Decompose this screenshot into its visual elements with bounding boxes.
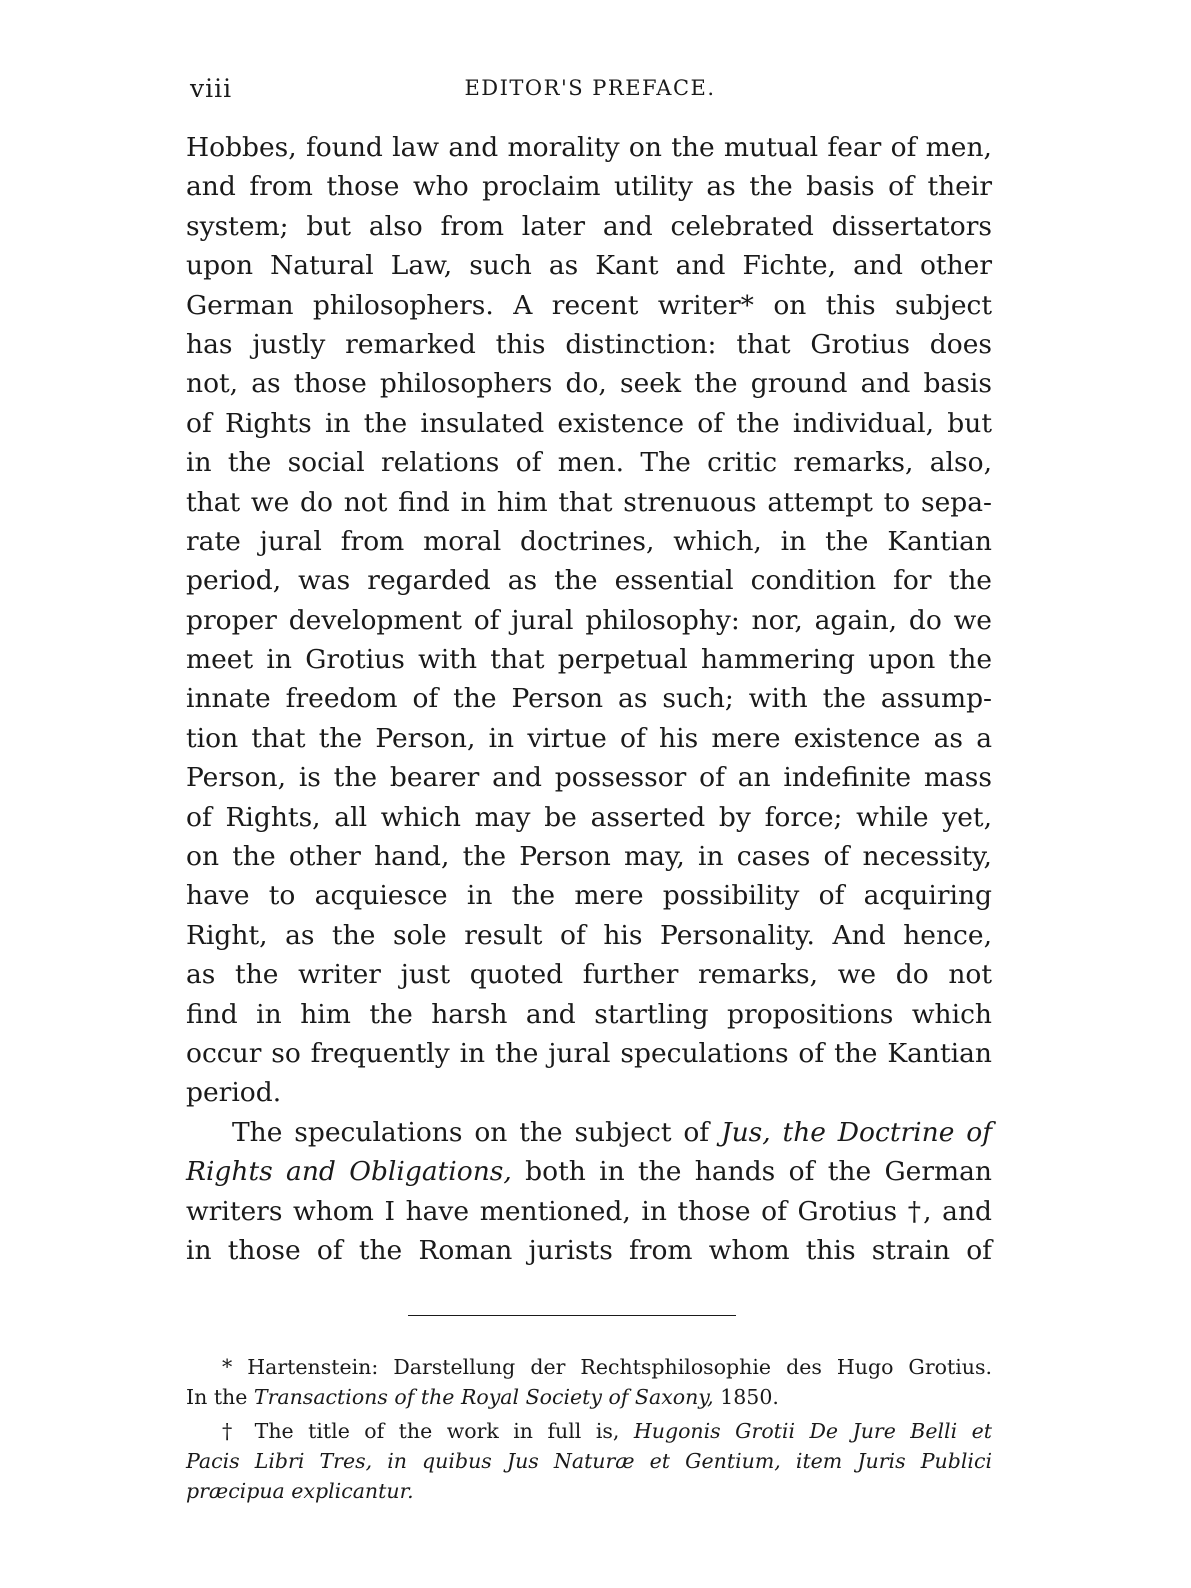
text-line: tion that the Person, in virtue of his mere existence as a — [186, 722, 992, 754]
italic-run: Hugonis Grotii De Jure Belli et — [633, 1419, 992, 1443]
paragraph-line — [186, 1152, 992, 1191]
text-run: both in the hands of the German — [511, 1156, 992, 1188]
body-text — [186, 128, 992, 1270]
text-line: has justly remarked this distinction: that Grotius does — [186, 328, 992, 360]
page-number: viii — [190, 74, 233, 103]
text-line: and from those who proclaim utility as the basis of their — [186, 171, 992, 203]
running-title: EDITOR'S PREFACE. — [464, 76, 716, 100]
text-line: system; but also from later and celebrated dissertators — [186, 210, 992, 242]
italic-run: præcipua explicantur. — [186, 1479, 414, 1503]
footnote-line — [186, 1476, 992, 1506]
text-line: upon Natural Law, such as Kant and Fichte, and other — [186, 250, 992, 282]
text-line: period, was regarded as the essential condition for the — [186, 565, 992, 597]
text-line: occur so frequently in the jural speculations of the Kantian — [186, 1037, 992, 1069]
text-line: on the other hand, the Person may, in cases of necessity, — [186, 841, 992, 873]
text-line: innate freedom of the Person as such; with the assump- — [186, 683, 992, 715]
text-line: proper development of jural philosophy: nor, again, do we — [186, 604, 992, 636]
text-line: in the social relations of men. The critic remarks, also, — [186, 447, 992, 479]
footnotes — [186, 1352, 992, 1506]
text-run: 1850. — [713, 1385, 779, 1409]
text-line: in those of the Roman jurists from whom this strain of — [186, 1234, 992, 1266]
footnote-line — [186, 1382, 992, 1412]
footnote-line — [186, 1446, 992, 1476]
footnote-divider — [408, 1315, 736, 1316]
footnote-line — [186, 1416, 992, 1446]
text-line: period. — [186, 1077, 282, 1109]
text-line: Hobbes, found law and morality on the mutual fear of men, — [186, 132, 992, 163]
text-run: The speculations on the subject of — [232, 1116, 721, 1148]
text-line: Right, as the sole result of his Personality. And hence, — [186, 919, 992, 951]
text-line: as the writer just quoted further remarks, we do not — [186, 959, 992, 991]
text-line: that we do not find in him that strenuous attempt to sepa- — [186, 486, 992, 518]
text-line: find in him the harsh and startling propositions which — [186, 998, 992, 1030]
italic-run: Transactions of the Royal Society of Saxony, — [253, 1385, 714, 1409]
italic-run: Pacis Libri Tres, in quibus Jus Naturæ et Gentium, item Juris Publici — [186, 1449, 992, 1473]
text-run: † The title of the work in full is, — [222, 1419, 634, 1443]
page-header — [190, 74, 990, 106]
text-line: Person, is the bearer and possessor of an indefinite mass — [186, 762, 992, 794]
text-line: have to acquiesce in the mere possibility of acquiring — [186, 880, 992, 912]
text-line: German philosophers. A recent writer* on this subject — [186, 289, 992, 321]
text-line: of Rights, all which may be asserted by force; while yet, — [186, 801, 992, 833]
text-run: In the — [186, 1385, 254, 1409]
paragraph-line — [186, 1113, 992, 1152]
italic-run: Rights and Obligations, — [186, 1156, 512, 1188]
italic-run: Jus, the Doctrine of — [720, 1116, 993, 1148]
text-line: of Rights in the insulated existence of the individual, but — [186, 407, 992, 439]
text-line: writers whom I have mentioned, in those of Grotius †, and — [186, 1195, 992, 1227]
text-line: meet in Grotius with that perpetual hammering upon the — [186, 644, 992, 676]
footnote-line: * Hartenstein: Darstellung der Rechtsphilosophie des Hugo Grotius. — [222, 1355, 992, 1379]
text-line: not, as those philosophers do, seek the ground and basis — [186, 368, 992, 400]
text-line: rate jural from moral doctrines, which, in the Kantian — [186, 525, 992, 557]
